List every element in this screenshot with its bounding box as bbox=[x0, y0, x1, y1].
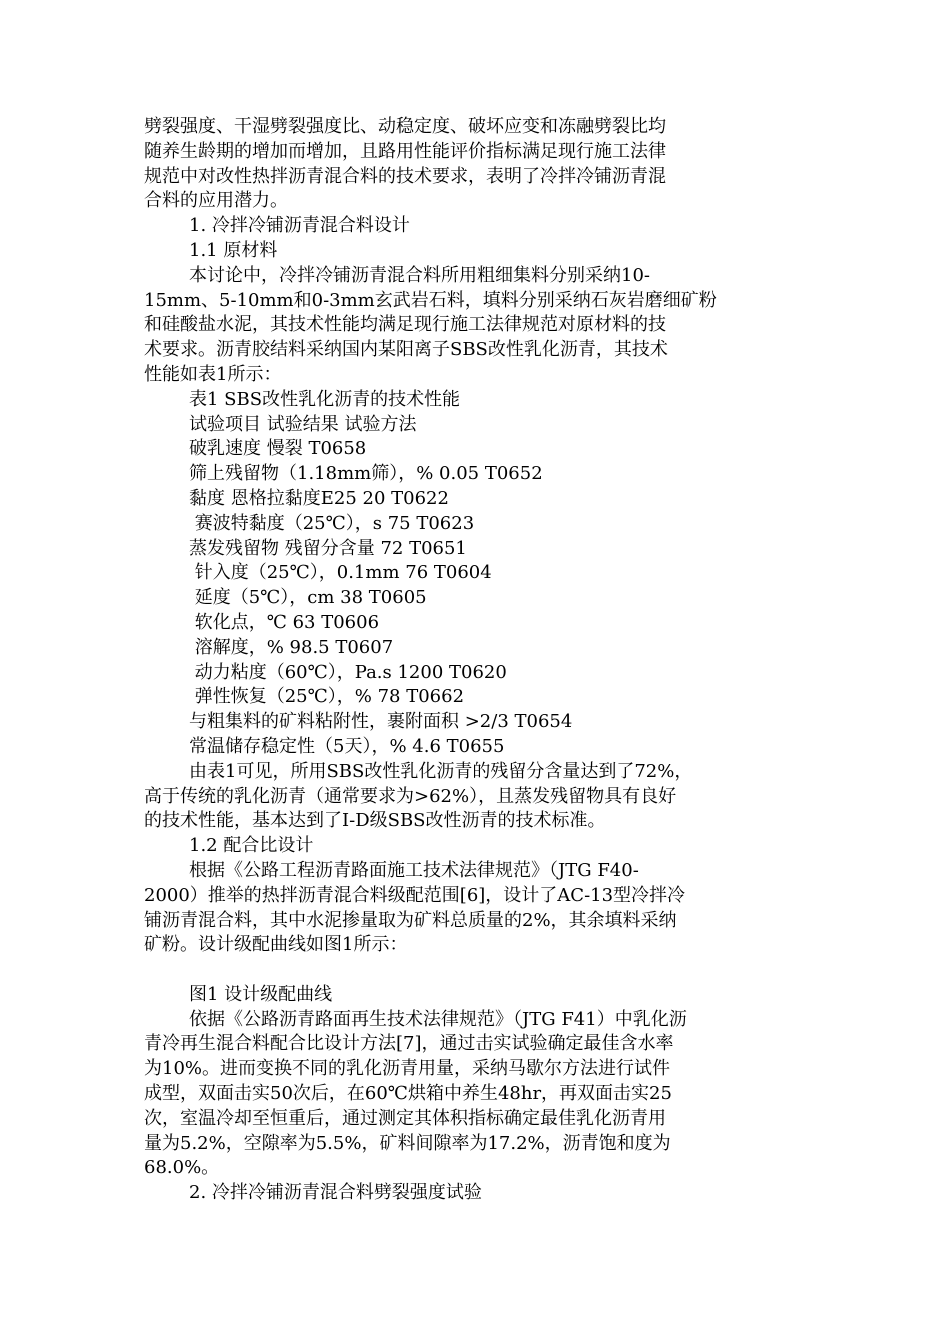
text-line: 1. 冷拌冷铺沥青混合料设计 bbox=[189, 215, 410, 237]
text-line: 2000）推举的热拌沥青混合料级配范围[6]，设计了AC-13型冷拌冷 bbox=[144, 884, 686, 906]
blank-line bbox=[144, 958, 806, 983]
text-line: 68.0%。 bbox=[144, 1157, 220, 1179]
document-body bbox=[144, 115, 806, 1206]
text-line: 为10%。进而变换不同的乳化沥青用量，采纳马歇尔方法进行试件 bbox=[144, 1058, 671, 1080]
text-line: 成型，双面击实50次后，在60℃烘箱中养生48hr，再双面击实25 bbox=[144, 1083, 672, 1105]
text-line: 针入度（25℃），0.1mm 76 T0604 bbox=[189, 562, 492, 584]
text-line: 本讨论中，冷拌冷铺沥青混合料所用粗细集料分别采纳10- bbox=[189, 264, 650, 286]
text-line: 软化点，℃ 63 T0606 bbox=[189, 611, 380, 633]
text-line: 动力粘度（60℃），Pa.s 1200 T0620 bbox=[189, 661, 507, 683]
text-line: 1.2 配合比设计 bbox=[189, 835, 314, 857]
text-line: 性能如表1所示： bbox=[144, 363, 282, 385]
text-line: 常温储存稳定性（5天），% 4.6 T0655 bbox=[189, 735, 505, 757]
text-line: 量为5.2%，空隙率为5.5%，矿料间隙率为17.2%，沥青饱和度为 bbox=[144, 1132, 671, 1154]
text-line: 破乳速度 慢裂 T0658 bbox=[189, 438, 367, 460]
text-line: 规范中对改性热拌沥青混合料的技术要求，表明了冷拌冷铺沥青混 bbox=[144, 165, 666, 187]
text-line: 术要求。沥青胶结料采纳国内某阳离子SBS改性乳化沥青，其技术 bbox=[144, 339, 668, 361]
text-line: 随养生龄期的增加而增加，且路用性能评价指标满足现行施工法律 bbox=[144, 140, 666, 162]
text-line: 高于传统的乳化沥青（通常要求为>62%），且蒸发残留物具有良好 bbox=[144, 785, 677, 807]
text-line: 依据《公路沥青路面再生技术法律规范》（JTG F41）中乳化沥 bbox=[189, 1008, 687, 1030]
text-line: 弹性恢复（25℃），% 78 T0662 bbox=[189, 686, 465, 708]
text-line: 1.1 原材料 bbox=[189, 239, 278, 261]
text-line: 蒸发残留物 残留分含量 72 T0651 bbox=[189, 537, 467, 559]
text-line: 铺沥青混合料，其中水泥掺量取为矿料总质量的2%，其余填料采纳 bbox=[144, 909, 677, 931]
text-line: 劈裂强度、干湿劈裂强度比、动稳定度、破坏应变和冻融劈裂比均 bbox=[144, 116, 666, 137]
text-line: 赛波特黏度（25℃），s 75 T0623 bbox=[189, 512, 475, 534]
text-line: 青冷再生混合料配合比设计方法[7]，通过击实试验确定最佳含水率 bbox=[144, 1033, 674, 1055]
text-line: 合料的应用潜力。 bbox=[144, 190, 288, 212]
text-line: 由表1可见，所用SBS改性乳化沥青的残留分含量达到了72%， bbox=[189, 760, 693, 782]
text-line: 延度（5℃），cm 38 T0605 bbox=[189, 587, 427, 609]
text-line: 根据《公路工程沥青路面施工技术法律规范》（JTG F40- bbox=[189, 859, 639, 881]
text-line: 2. 冷拌冷铺沥青混合料劈裂强度试验 bbox=[189, 1182, 482, 1204]
text-line: 试验项目 试验结果 试验方法 bbox=[189, 413, 417, 435]
text-line: 与粗集料的矿料粘附性，裹附面积 >2/3 T0654 bbox=[189, 711, 573, 733]
text-line: 筛上残留物（1.18mm筛），% 0.05 T0652 bbox=[189, 463, 543, 485]
text-line: 溶解度，% 98.5 T0607 bbox=[189, 636, 394, 658]
text-line: 的技术性能，基本达到了I-D级SBS改性沥青的技术标准。 bbox=[144, 810, 606, 832]
text-line: 次，室温冷却至恒重后，通过测定其体积指标确定最佳乳化沥青用 bbox=[144, 1107, 666, 1129]
text-line: 表1 SBS改性乳化沥青的技术性能 bbox=[189, 388, 461, 410]
text-line: 和硅酸盐水泥，其技术性能均满足现行施工法律规范对原材料的技 bbox=[144, 314, 666, 336]
text-line: 黏度 恩格拉黏度E25 20 T0622 bbox=[189, 487, 449, 509]
text-line: 15mm、5-10mm和0-3mm玄武岩石料，填料分别采纳石灰岩磨细矿粉 bbox=[144, 289, 717, 311]
text-line: 矿粉。设计级配曲线如图1所示： bbox=[144, 934, 408, 956]
text-line: 图1 设计级配曲线 bbox=[189, 983, 333, 1005]
